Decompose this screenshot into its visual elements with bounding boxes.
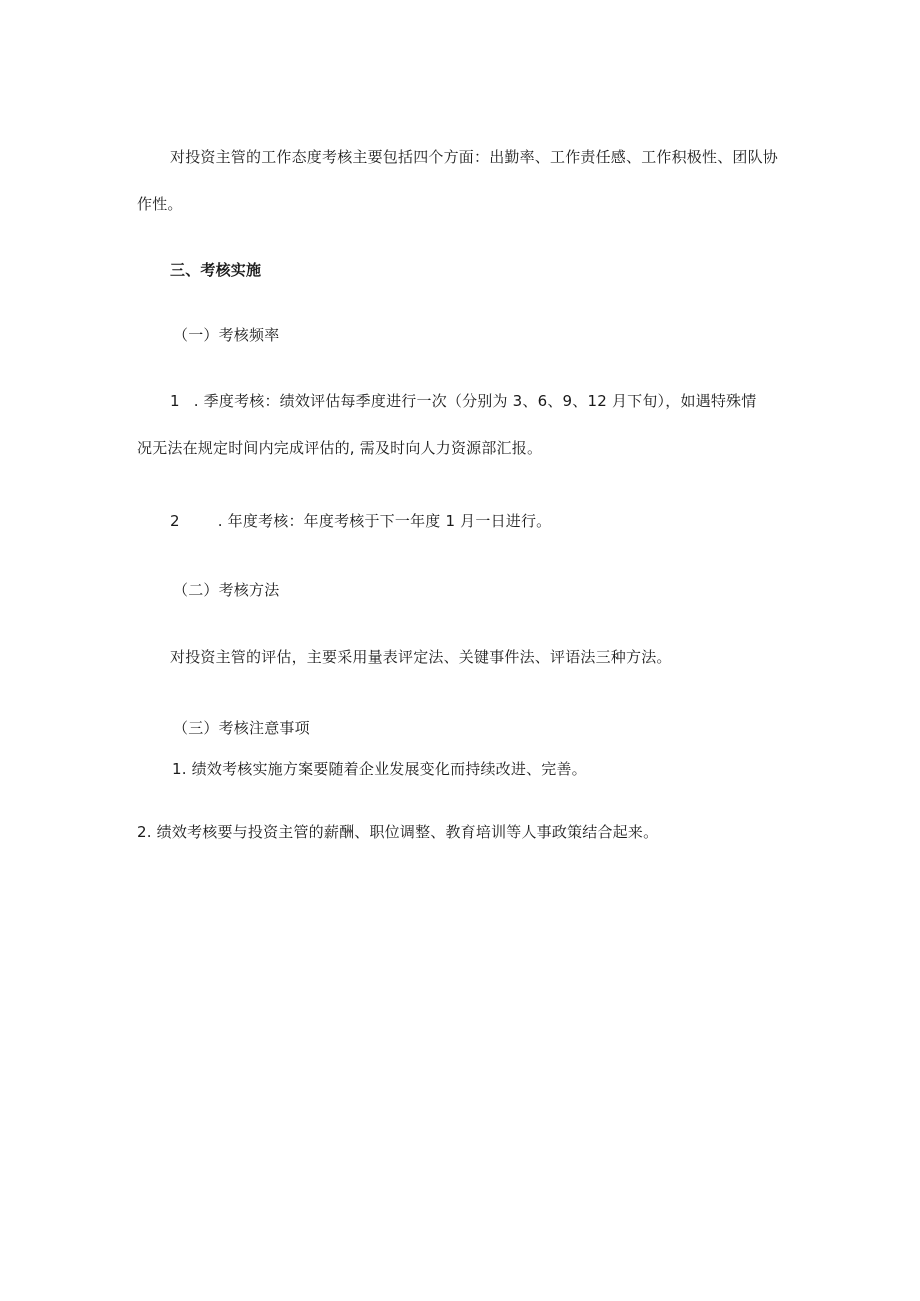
attitude-paragraph-line-1: 对投资主管的工作态度考核主要包括四个方面：出勤率、工作责任感、工作积极性、团队协: [170, 148, 779, 166]
attitude-paragraph-line-2: 作性。: [137, 195, 183, 213]
frequency-item-2: [170, 511, 551, 531]
notes-item-2: 2. 绩效考核要与投资主管的薪酬、职位调整、教育培训等人事政策结合起来。: [137, 823, 659, 841]
frequency-item-1-number: 1: [170, 392, 180, 410]
notes-item-1: 1. 绩效考核实施方案要随着企业发展变化而持续改进、完善。: [172, 760, 587, 778]
frequency-item-1-text: . 季度考核：绩效评估每季度进行一次（分别为 3、6、9、12 月下旬），如遇特殊情: [193, 392, 757, 410]
subsection-1-heading: （一）考核频率: [173, 326, 280, 344]
subsection-2-heading: （二）考核方法: [173, 581, 280, 599]
subsection-3-heading: （三）考核注意事项: [173, 719, 310, 737]
frequency-item-1-line-2: 况无法在规定时间内完成评估的, 需及时向人力资源部汇报。: [137, 439, 543, 457]
frequency-item-2-text: . 年度考核：年度考核于下一年度 1 月一日进行。: [217, 512, 552, 530]
section-3-heading: 三、考核实施: [170, 261, 262, 279]
method-paragraph: 对投资主管的评估，主要采用量表评定法、关键事件法、评语法三种方法。: [170, 648, 672, 666]
frequency-item-1-line-1: [170, 391, 756, 411]
frequency-item-2-number: 2: [170, 512, 180, 530]
